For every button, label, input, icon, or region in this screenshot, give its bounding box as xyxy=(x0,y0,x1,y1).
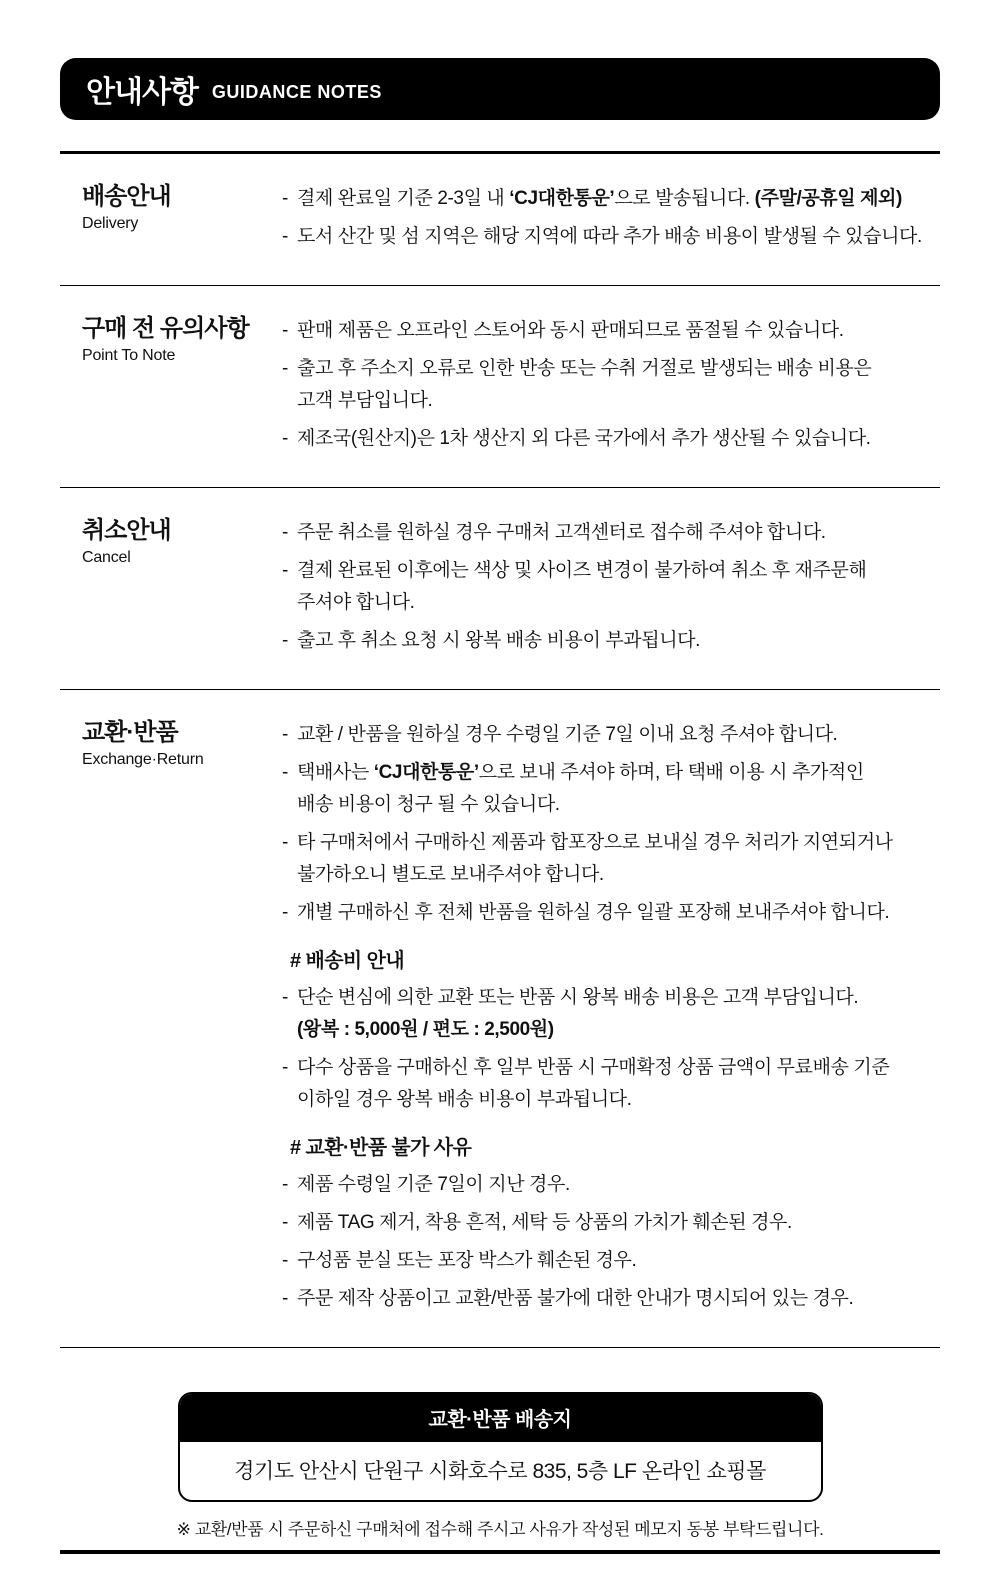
bullet-line xyxy=(282,1207,940,1239)
bullet-item xyxy=(282,982,940,1046)
bullet-text xyxy=(297,555,866,587)
bullet-text xyxy=(297,757,864,789)
text-segment: 결제 완료된 이후에는 색상 및 사이즈 변경이 불가하여 취소 후 재주문해 xyxy=(297,560,867,581)
bullet-text xyxy=(297,353,871,385)
bullet-line xyxy=(282,1052,940,1084)
section-divider xyxy=(60,1347,940,1348)
bullet-line xyxy=(282,221,940,253)
bullet-line xyxy=(282,982,940,1014)
bullet-text xyxy=(297,1245,636,1277)
bullet-item xyxy=(282,183,940,215)
text-segment: 제조국(원산지)은 1차 생산지 외 다른 국가에서 추가 생산될 수 있습니다. xyxy=(297,428,871,449)
text-segment: 구성품 분실 또는 포장 박스가 훼손된 경우. xyxy=(297,1250,637,1271)
text-segment: ‘CJ대한통운’ xyxy=(509,188,615,209)
bottom-divider xyxy=(60,1550,940,1554)
bullet-dash: - xyxy=(282,358,288,379)
text-segment: 제품 수령일 기준 7일이 지난 경우. xyxy=(297,1174,570,1195)
bullet-line xyxy=(282,385,940,417)
bullet-dash: - xyxy=(282,902,288,923)
bullet-text xyxy=(297,827,893,859)
bullet-item xyxy=(282,315,940,347)
section-title: 취소안내 xyxy=(82,517,171,544)
subsection-title: # 교환·반품 불가 사유 xyxy=(290,1137,472,1159)
text-segment: 으로 발송됩니다. xyxy=(614,188,755,209)
bullet-dash: - xyxy=(282,188,288,209)
page-title-en: GUIDANCE NOTES xyxy=(211,82,382,102)
section-label-exchange-return xyxy=(60,718,282,1321)
bullet-item xyxy=(282,897,940,929)
bullet-item xyxy=(282,757,940,821)
section-label-cancel xyxy=(60,516,282,663)
bullet-dash: - xyxy=(282,320,288,341)
bullet-text xyxy=(297,1084,632,1116)
text-segment: 출고 후 주소지 오류로 인한 반송 또는 수취 거절로 발생되는 배송 비용은 xyxy=(297,358,872,379)
bullet-text xyxy=(297,1052,889,1084)
text-segment: 제품 TAG 제거, 착용 흔적, 세탁 등 상품의 가치가 훼손된 경우. xyxy=(297,1212,792,1233)
text-segment: 단순 변심에 의한 교환 또는 반품 시 왕복 배송 비용은 고객 부담입니다. xyxy=(297,987,859,1008)
text-segment: 결제 완료일 기준 2-3일 내 xyxy=(297,188,510,209)
bullet-line xyxy=(282,587,940,619)
text-segment: 도서 산간 및 섬 지역은 해당 지역에 따라 추가 배송 비용이 발생될 수 있습니다. xyxy=(297,226,922,247)
page-title-bar xyxy=(60,58,940,120)
return-box-title: 교환·반품 배송지 xyxy=(180,1394,821,1442)
section-content xyxy=(282,516,940,663)
section-subtitle: Exchange·Return xyxy=(82,751,204,768)
page-title: 안내사항 xyxy=(86,76,198,109)
bullet-line xyxy=(282,757,940,789)
bullet-dash: - xyxy=(282,1250,288,1271)
footer-note: ※ 교환/반품 시 주문하신 구매처에 접수해 주시고 사유가 작성된 메모지 동봉 부탁드립니다. xyxy=(176,1520,824,1539)
bullet-text xyxy=(297,1169,570,1201)
bullet-item xyxy=(282,1283,940,1315)
bullet-line xyxy=(282,423,940,455)
bullet-line xyxy=(282,625,940,657)
bullet-item xyxy=(282,423,940,455)
text-segment: ‘CJ대한통운’ xyxy=(373,762,479,783)
text-segment: 개별 구매하신 후 전체 반품을 원하실 경우 일괄 포장해 보내주셔야 합니다. xyxy=(297,902,890,923)
bullet-line xyxy=(282,315,940,347)
text-segment: 출고 후 취소 요청 시 왕복 배송 비용이 부과됩니다. xyxy=(297,630,700,651)
bullet-dash: - xyxy=(282,724,288,745)
bullet-text xyxy=(297,183,902,215)
bullet-item xyxy=(282,1207,940,1239)
bullet-dash: - xyxy=(282,762,288,783)
bullet-dash: - xyxy=(282,428,288,449)
subsection-title: # 배송비 안내 xyxy=(290,950,405,972)
bullet-line xyxy=(282,1084,940,1116)
bullet-text xyxy=(297,897,889,929)
bullet-text xyxy=(297,982,858,1014)
bullet-item xyxy=(282,555,940,619)
section-cancel xyxy=(60,488,940,689)
bullet-dash: - xyxy=(282,630,288,651)
return-address-box xyxy=(178,1392,823,1502)
bullet-dash: - xyxy=(282,1174,288,1195)
bullet-text xyxy=(297,1207,792,1239)
bullet-line xyxy=(282,1169,940,1201)
section-exchange-return xyxy=(60,690,940,1347)
text-segment: (왕복 : 5,000원 / 편도 : 2,500원) xyxy=(297,1019,554,1040)
text-segment: (주말/공휴일 제외) xyxy=(754,188,902,209)
bullet-text xyxy=(297,517,826,549)
bullet-line xyxy=(282,183,940,215)
bullet-line xyxy=(282,897,940,929)
bullet-item xyxy=(282,719,940,751)
bullet-text xyxy=(297,385,432,417)
bullet-line xyxy=(282,789,940,821)
text-segment: 교환 / 반품을 원하실 경우 수령일 기준 7일 이내 요청 주셔야 합니다. xyxy=(297,724,838,745)
bullet-line xyxy=(282,719,940,751)
text-segment: 타 구매처에서 구매하신 제품과 합포장으로 보내실 경우 처리가 지연되거나 xyxy=(297,832,893,853)
bullet-item xyxy=(282,517,940,549)
section-subtitle: Point To Note xyxy=(82,347,176,364)
section-title: 교환·반품 xyxy=(82,719,178,746)
bullet-line xyxy=(282,859,940,891)
bullet-line xyxy=(282,1014,940,1046)
section-subtitle: Cancel xyxy=(82,549,131,566)
bullet-item xyxy=(282,1052,940,1116)
bullet-item xyxy=(282,1169,940,1201)
section-label-point-to-note xyxy=(60,314,282,461)
text-segment: 택배사는 xyxy=(297,762,374,783)
bullet-line xyxy=(282,827,940,859)
bullet-dash: - xyxy=(282,560,288,581)
text-segment: 주셔야 합니다. xyxy=(297,592,415,613)
bullet-text xyxy=(297,1014,554,1046)
bullet-dash: - xyxy=(282,522,288,543)
bullet-text xyxy=(297,221,922,253)
bullet-text xyxy=(297,423,871,455)
text-segment: 배송 비용이 청구 될 수 있습니다. xyxy=(297,794,560,815)
bullet-line xyxy=(282,555,940,587)
bullet-item xyxy=(282,625,940,657)
bullet-line xyxy=(282,1245,940,1277)
section-point-to-note xyxy=(60,286,940,487)
text-segment: 불가하오니 별도로 보내주셔야 합니다. xyxy=(297,864,604,885)
section-subtitle: Delivery xyxy=(82,215,139,232)
section-title: 배송안내 xyxy=(82,183,171,210)
bullet-text xyxy=(297,1283,853,1315)
bullet-dash: - xyxy=(282,987,288,1008)
text-segment: 판매 제품은 오프라인 스토어와 동시 판매되므로 품절될 수 있습니다. xyxy=(297,320,844,341)
bullet-dash: - xyxy=(282,1057,288,1078)
bullet-line xyxy=(282,1283,940,1315)
bullet-text xyxy=(297,859,604,891)
text-segment: 으로 보내 주셔야 하며, 타 택배 이용 시 추가적인 xyxy=(478,762,864,783)
bullet-dash: - xyxy=(282,832,288,853)
text-segment: 주문 취소를 원하실 경우 구매처 고객센터로 접수해 주셔야 합니다. xyxy=(297,522,826,543)
bullet-text xyxy=(297,315,844,347)
bullet-dash: - xyxy=(282,226,288,247)
section-content xyxy=(282,314,940,461)
section-delivery xyxy=(60,154,940,285)
bullet-dash: - xyxy=(282,1212,288,1233)
text-segment: 고객 부담입니다. xyxy=(297,390,433,411)
section-title: 구매 전 유의사항 xyxy=(82,315,249,342)
sections-container xyxy=(60,154,940,1348)
bullet-text xyxy=(297,625,700,657)
bullet-line xyxy=(282,353,940,385)
bullet-text xyxy=(297,719,837,751)
return-address: 경기도 안산시 단원구 시화호수로 835, 5층 LF 온라인 쇼핑몰 xyxy=(234,1460,766,1483)
bullet-item xyxy=(282,221,940,253)
bullet-line xyxy=(282,517,940,549)
section-label-delivery xyxy=(60,182,282,259)
section-content xyxy=(282,718,940,1321)
bullet-item xyxy=(282,827,940,891)
section-content xyxy=(282,182,940,259)
text-segment: 이하일 경우 왕복 배송 비용이 부과됩니다. xyxy=(297,1089,632,1110)
bullet-dash: - xyxy=(282,1288,288,1309)
bullet-item xyxy=(282,353,940,417)
text-segment: 주문 제작 상품이고 교환/반품 불가에 대한 안내가 명시되어 있는 경우. xyxy=(297,1288,854,1309)
text-segment: 다수 상품을 구매하신 후 일부 반품 시 구매확정 상품 금액이 무료배송 기준 xyxy=(297,1057,890,1078)
bullet-text xyxy=(297,587,414,619)
bullet-text xyxy=(297,789,560,821)
bullet-item xyxy=(282,1245,940,1277)
